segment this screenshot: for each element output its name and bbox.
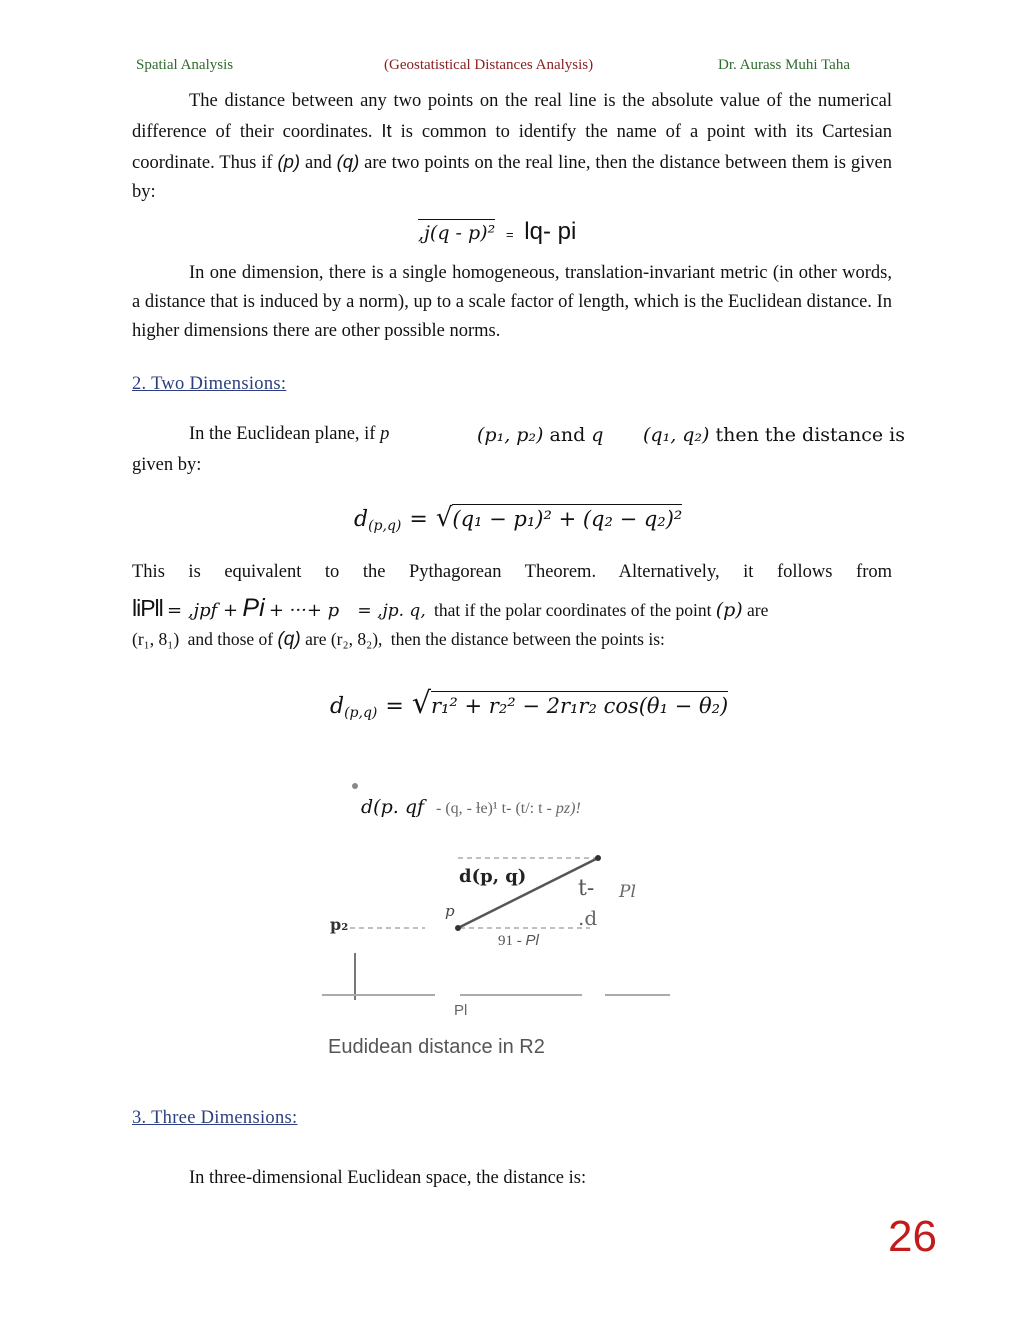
figure-p-label: p [445,902,455,920]
intro-paragraph: The distance between any two points on the real line is the absolute value of the numerical difference of their coordinates. It is common to identify the name of a point with its Cartesian coordinate. Thus if (p) and (q) are two points on the real line, then the distance between them is given by: [132,91,893,202]
norm-formula-line: liPll = ,jpf + Pi + ···+ p = ,jp. q, that if the polar coordinates of the point (p) are [132,594,769,622]
figure-d-label: d(p, q) [459,866,527,887]
norm-paragraph: In one dimension, there is a single homogeneous, translation-invariant metric (in other words, a distance that is induced by a norm), up to a scale factor of length, which is the Euclidean distance. In higher dimensions there are other possible norms. [132,263,892,341]
p-coordinates: (p₁, p₂) and q [477,424,604,446]
header-left: Spatial Analysis [136,57,234,73]
section-title-three-dimensions: 3. Three Dimensions: [132,1108,298,1128]
euclidean-plane-line1: In the Euclidean plane, if p [189,424,390,444]
point-p [455,925,461,931]
figure-bottom-label: 91 - Pl [498,932,539,949]
q-coordinates: (q₁, q₂) then the distance is [643,424,905,446]
formula-polar-distance: $d_{(p,q)} = √r_1^2 + r_2^2 - 2r_1r_2$ cos(θ₁ − θ₂) [330,686,729,722]
stray-dot [352,783,358,789]
formula-1d: ,j(q - p)² = lq- pi [418,218,577,245]
section-title-two-dimensions: 2. Two Dimensions: [132,374,287,394]
header-right: Dr. Aurass Muhi Taha [718,57,850,73]
figure-right-label-2: Pl [619,882,636,902]
formula-2d-distance: $d_{(p,q)} = √(q_1 - p_1)^2 + (q_2 - q_2)^2$ [354,503,683,535]
header-center: (Geostatistical Distances Analysis) [384,57,594,73]
polar-coordinates-line: (r₁, 8₁) and those of (q) are (r₂, 8₂), then the distance between the points is: [132,629,665,650]
page-number: 26 [888,1212,937,1261]
noisy-formula: d(p. qf - (q, - ɫe)¹ t- (t/: t - pz)! [361,796,581,818]
pythagorean-line: This is equivalent to the Pythagorean Theorem. Alternatively, it follows from [132,562,892,582]
point-q [595,855,601,861]
figure-p2-label: p₂ [330,915,349,934]
figure-caption: Eudidean distance in R2 [328,1036,545,1058]
figure-right-label-1: t- [578,876,595,901]
three-dimensional-paragraph: In three-dimensional Euclidean space, the distance is: [189,1168,587,1188]
figure-axis-label: Pl [454,1002,468,1019]
euclidean-plane-line2: given by: [132,455,202,475]
figure-right-label-3: .d [578,906,598,930]
